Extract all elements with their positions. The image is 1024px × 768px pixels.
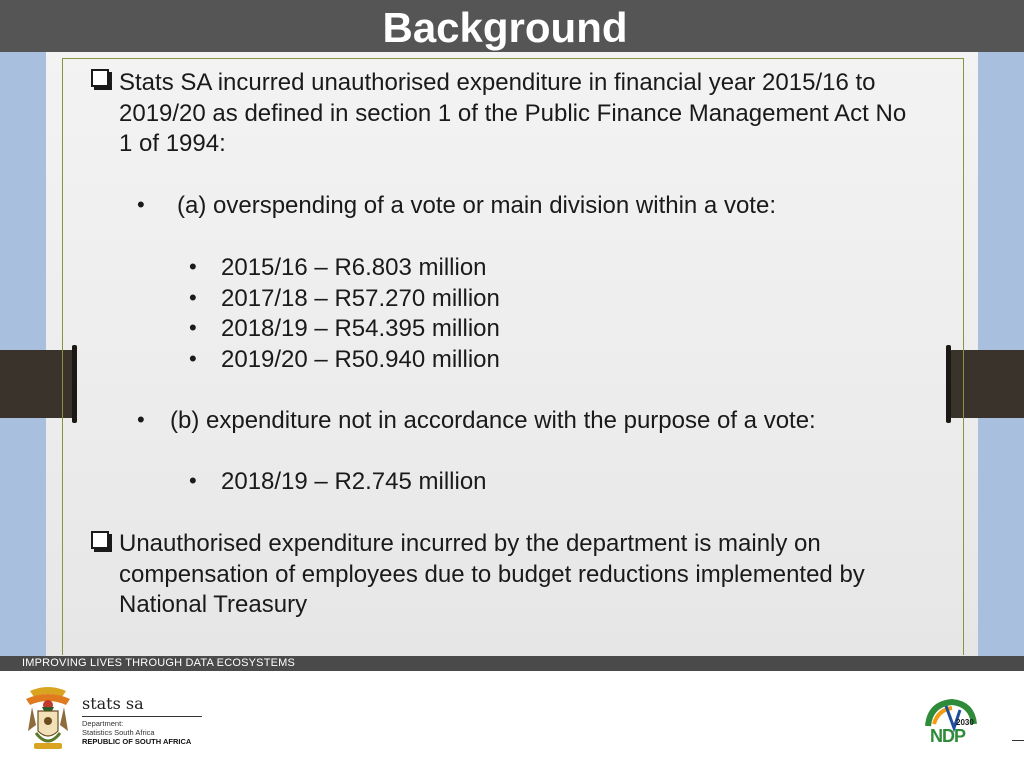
paragraph-1-line-1: Stats SA incurred unauthorised expenditure in financial year 2015/16 to — [119, 69, 876, 96]
bullet-icon: • — [189, 285, 197, 310]
list-item: 2019/20 – R50.940 million — [221, 345, 500, 373]
list-item: 2018/19 – R2.745 million — [221, 468, 487, 495]
bullet-icon: • — [137, 192, 145, 217]
bullet-icon: • — [189, 346, 197, 371]
brand-name: stats sa — [82, 694, 144, 713]
list-item: 2018/19 – R54.395 million — [221, 315, 500, 342]
edge-mark — [1012, 740, 1024, 741]
bullet-icon: • — [189, 315, 197, 340]
list-item: 2017/18 – R57.270 million — [221, 284, 500, 312]
bullet-icon: • — [137, 407, 145, 432]
list-item: 2015/16 – R6.803 million — [221, 254, 487, 281]
bullet-icon: • — [189, 468, 197, 493]
paragraph-2-line-2: compensation of employees due to budget reductions implemented by — [119, 560, 865, 588]
footer-tagline: IMPROVING LIVES THROUGH DATA ECOSYSTEMS — [22, 657, 296, 669]
coat-of-arms-logo — [22, 685, 74, 755]
paragraph-2-line-1: Unauthorised expenditure incurred by the department is mainly on — [119, 530, 821, 557]
ndp-label: NDP — [930, 726, 966, 746]
checkbox-bullet-icon — [91, 531, 109, 549]
sub-item-a: (a) overspending of a vote or main division within a vote: — [177, 192, 776, 219]
checkbox-bullet-icon — [91, 69, 109, 87]
brand-divider — [82, 716, 202, 717]
sub-item-b: (b) expenditure not in accordance with the purpose of a vote: — [170, 407, 816, 434]
paragraph-1-line-2: 2019/20 as defined in section 1 of the Public Finance Management Act No — [119, 99, 907, 127]
country-name: REPUBLIC OF SOUTH AFRICA — [82, 737, 192, 746]
paragraph-2-line-3: National Treasury — [119, 591, 308, 618]
department-label: Department: — [82, 719, 124, 728]
bullet-icon: • — [189, 254, 197, 279]
slide-title: Background — [382, 4, 628, 51]
department-name: Statistics South Africa — [82, 728, 155, 737]
paragraph-1-line-3: 1 of 1994: — [119, 130, 226, 157]
ndp-year: 2030 — [956, 718, 974, 727]
ndp-logo — [924, 698, 978, 746]
